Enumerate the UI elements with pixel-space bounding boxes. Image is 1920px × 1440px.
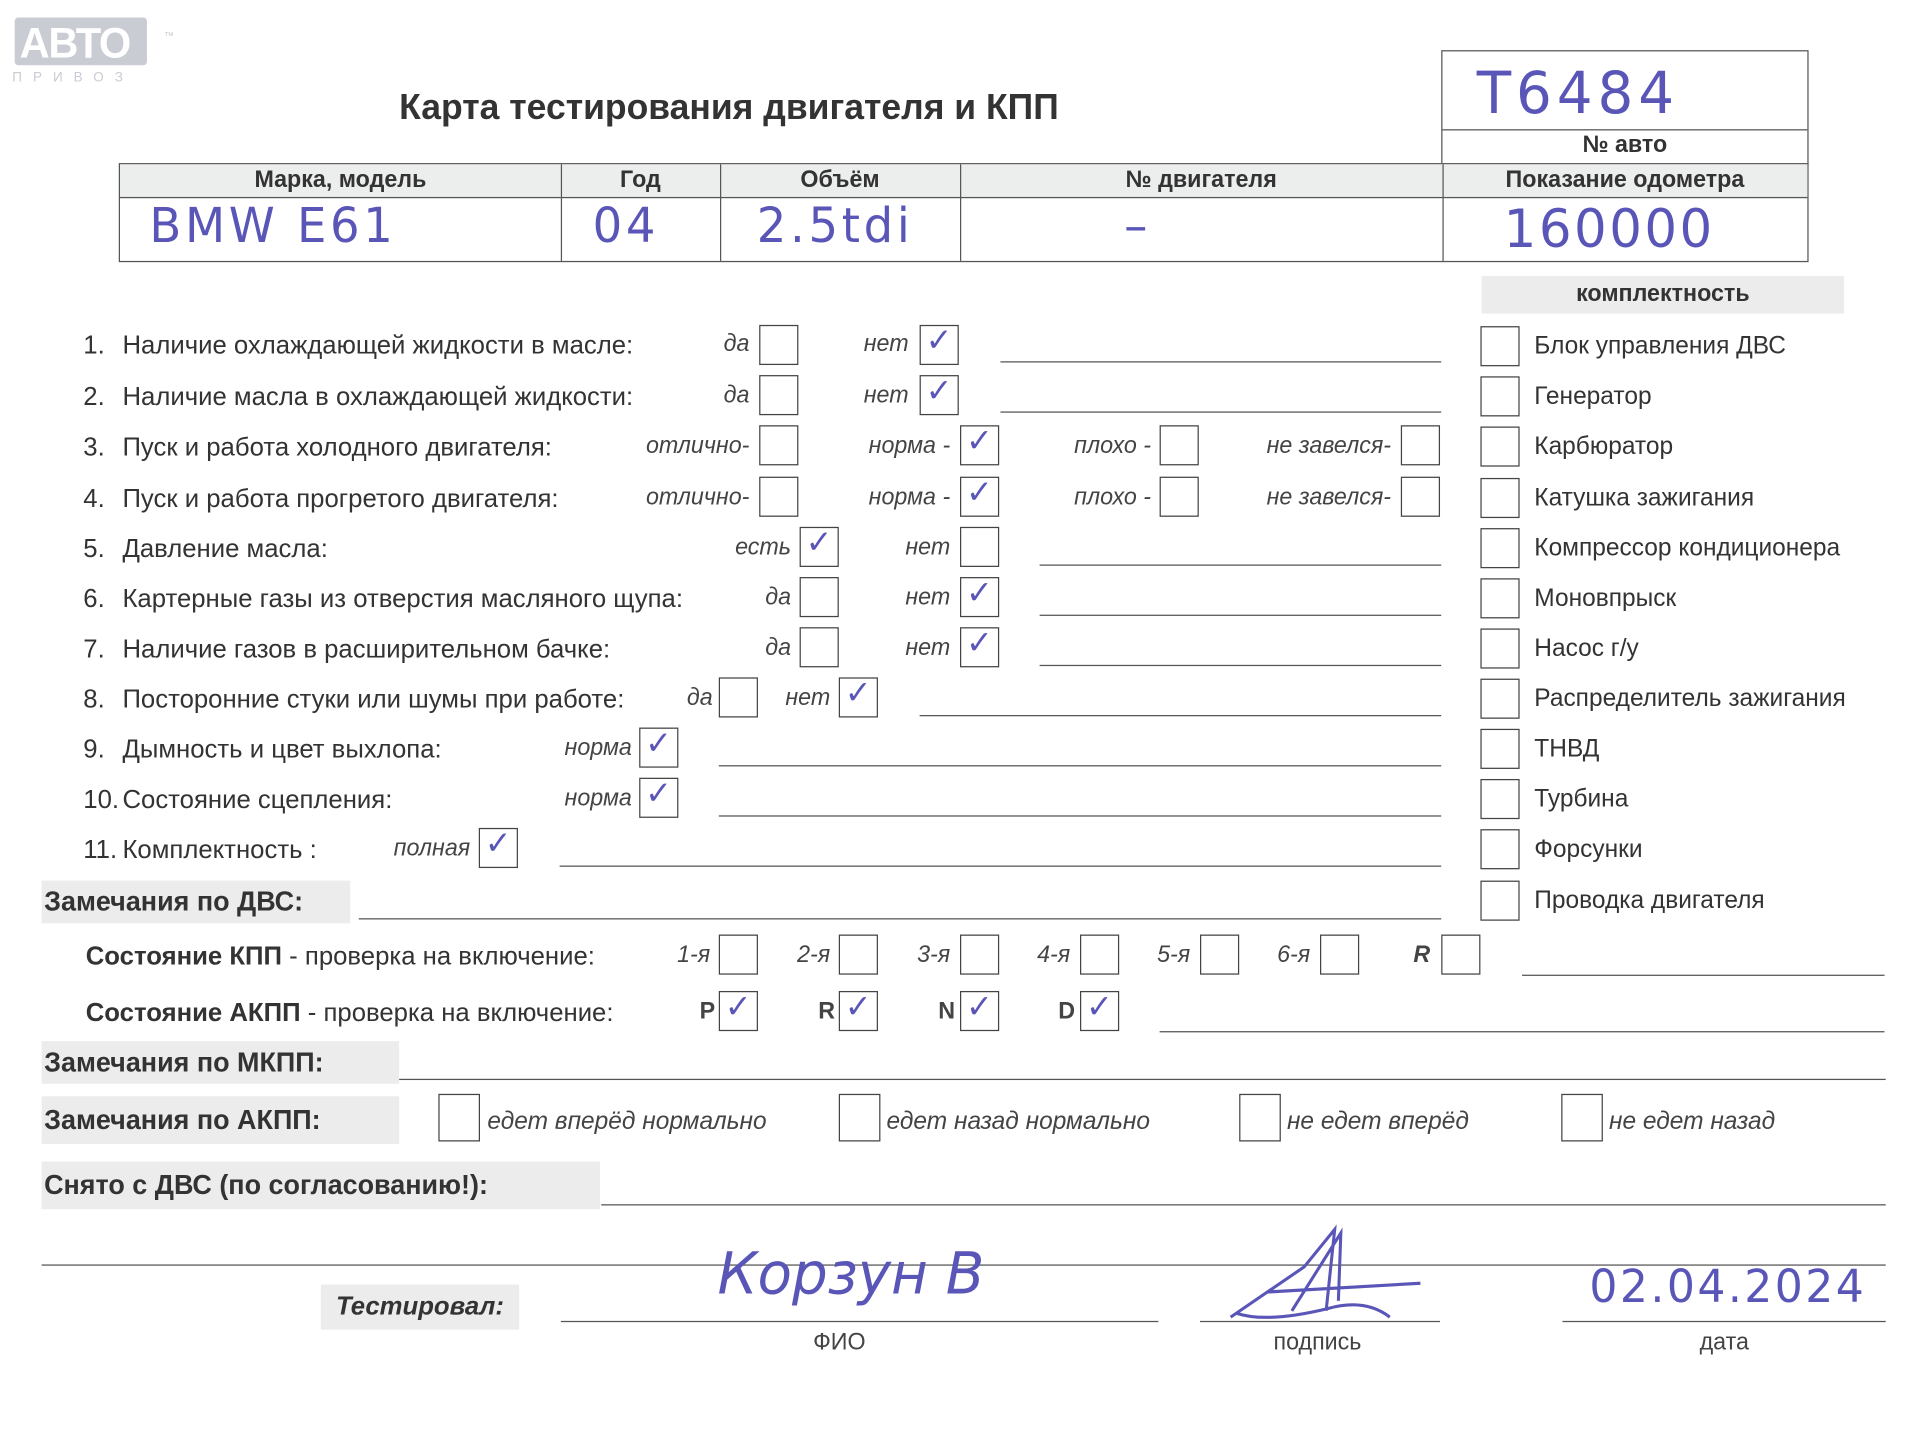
kit-checkbox[interactable]: [1480, 829, 1519, 869]
remarks-akpp-label: Замечания по АКПП:: [42, 1096, 400, 1144]
option-label: норма: [564, 735, 632, 762]
remarks-dvs-label: Замечания по ДВС:: [42, 881, 351, 924]
value-odometer: 160000: [1503, 198, 1715, 260]
check-row-7: 7. Наличие газов в расширительном бачке:: [83, 634, 611, 664]
option-label: есть: [735, 534, 792, 561]
kit-item: Карбюратор: [1534, 432, 1674, 461]
check-row-6: 6. Картерные газы из отверстия масляного щупа:: [83, 584, 683, 614]
option-label: нет: [863, 331, 909, 358]
gear-checkbox-3[interactable]: [960, 935, 999, 975]
check-row-4: 4. Пуск и работа прогретого двигателя:: [83, 484, 559, 514]
auto-number-value: T6484: [1476, 58, 1679, 127]
checkbox-r10-normal[interactable]: ✓: [639, 778, 678, 818]
kit-checkbox[interactable]: [1480, 478, 1519, 518]
checkbox-r1-no[interactable]: ✓: [920, 325, 959, 365]
checkbox-r7-no[interactable]: ✓: [960, 627, 999, 667]
tester-name: Корзун В: [717, 1239, 985, 1308]
kit-checkbox[interactable]: [1480, 679, 1519, 719]
gear-checkbox-6[interactable]: [1320, 935, 1359, 975]
option-label: полная: [393, 835, 471, 862]
test-date: 02.04.2024: [1589, 1261, 1867, 1314]
check-row-10: 10. Состояние сцепления:: [83, 785, 393, 815]
kit-checkbox[interactable]: [1480, 578, 1519, 618]
remarks-mkpp-line[interactable]: [399, 1079, 1886, 1080]
check-row-5: 5. Давление масла:: [83, 534, 328, 564]
option-label: да: [765, 584, 792, 611]
option-label: не завелся-: [1266, 484, 1392, 511]
option-label: нет: [905, 534, 951, 561]
name-caption: ФИО: [813, 1329, 866, 1357]
gear-checkbox-2[interactable]: [839, 935, 878, 975]
checkbox-r8-yes[interactable]: [719, 677, 758, 717]
gear-checkbox-4[interactable]: [1080, 935, 1119, 975]
col-header-model: Марка, модель: [120, 164, 561, 198]
akpp-option-checkbox[interactable]: [1561, 1094, 1603, 1142]
checkbox-r7-yes[interactable]: [800, 627, 839, 667]
auto-number-label: № авто: [1582, 131, 1668, 159]
kit-title: комплектность: [1482, 276, 1844, 314]
col-header-engine-number: № двигателя: [960, 164, 1442, 198]
signature-line[interactable]: [1200, 1321, 1440, 1322]
mode-checkbox-p[interactable]: ✓: [719, 991, 758, 1031]
date-line[interactable]: [1562, 1321, 1885, 1322]
checkbox-r1-yes[interactable]: [759, 325, 798, 365]
signature-caption: подпись: [1273, 1329, 1362, 1357]
vehicle-info-table: [119, 163, 1809, 262]
check-row-11: 11. Комплектность :: [83, 835, 317, 865]
akpp-option-label: не едет назад: [1608, 1107, 1776, 1136]
checkbox-r2-no[interactable]: ✓: [920, 375, 959, 415]
col-header-odometer: Показание одометра: [1442, 164, 1807, 198]
mode-checkbox-n[interactable]: ✓: [960, 991, 999, 1031]
gear-label: 4-я: [1037, 942, 1071, 969]
kit-checkbox[interactable]: [1480, 326, 1519, 366]
option-label: норма -: [868, 432, 951, 460]
kit-item: Насос г/у: [1534, 634, 1639, 663]
kit-item: Блок управления ДВС: [1534, 332, 1786, 361]
auto-number-box: [1441, 50, 1808, 165]
kit-item: Форсунки: [1534, 835, 1643, 864]
option-label: плохо -: [1074, 432, 1152, 460]
mode-label: D: [1058, 998, 1076, 1025]
kit-checkbox[interactable]: [1480, 628, 1519, 668]
mode-label: P: [699, 998, 716, 1025]
mode-checkbox-d[interactable]: ✓: [1080, 991, 1119, 1031]
col-header-volume: Объём: [720, 164, 960, 198]
value-engine-number: –: [1124, 198, 1148, 254]
checkbox-r3-excellent[interactable]: [759, 425, 798, 465]
kit-checkbox[interactable]: [1480, 729, 1519, 769]
checkbox-r6-no[interactable]: ✓: [960, 577, 999, 617]
kit-item: Турбина: [1534, 785, 1629, 813]
kit-item: Проводка двигателя: [1534, 886, 1765, 915]
name-line[interactable]: [561, 1321, 1159, 1322]
checkbox-r5-no[interactable]: [960, 527, 999, 567]
kit-checkbox[interactable]: [1480, 376, 1519, 416]
option-label: норма: [564, 785, 632, 812]
akpp-option-checkbox[interactable]: [839, 1094, 881, 1142]
kit-item: Компрессор кондиционера: [1534, 534, 1841, 562]
akpp-option-label: не едет вперёд: [1286, 1107, 1469, 1136]
akpp-option-label: едет назад нормально: [886, 1107, 1150, 1136]
option-label: плохо -: [1074, 484, 1152, 511]
akpp-option-checkbox[interactable]: [1239, 1094, 1281, 1142]
option-label: нет: [863, 382, 909, 409]
option-label: отлично-: [645, 484, 750, 511]
checkbox-r4-not-started[interactable]: [1401, 477, 1440, 517]
gear-label: 6-я: [1277, 942, 1311, 969]
avtoprivoz-logo: АВТО ™: [15, 18, 150, 68]
check-row-2: 2. Наличие масла в охлаждающей жидкости:: [83, 382, 634, 412]
gear-checkbox-r[interactable]: [1441, 935, 1480, 975]
date-caption: дата: [1699, 1329, 1749, 1357]
option-label: нет: [785, 684, 831, 712]
col-header-year: Год: [561, 164, 720, 198]
check-row-8: 8. Посторонние стуки или шумы при работе:: [83, 684, 625, 714]
mode-label: R: [818, 998, 836, 1025]
option-label: да: [765, 634, 792, 662]
option-label: норма -: [868, 484, 951, 511]
kpp-label: Состояние КПП - проверка на включение:: [85, 942, 595, 971]
checkbox-r8-no[interactable]: ✓: [839, 677, 878, 717]
tested-label: Тестировал:: [321, 1285, 519, 1330]
gear-label: 3-я: [917, 942, 951, 969]
remarks-dvs-line[interactable]: [359, 918, 1441, 919]
checkbox-r3-normal[interactable]: ✓: [960, 425, 999, 465]
option-label: нет: [905, 634, 951, 662]
kit-item: Генератор: [1534, 382, 1652, 411]
kit-checkbox[interactable]: [1480, 881, 1519, 921]
checkbox-r6-yes[interactable]: [800, 577, 839, 617]
remarks-mkpp-label: Замечания по МКПП:: [42, 1041, 400, 1084]
check-row-1: 1. Наличие охлаждающей жидкости в масле:: [83, 331, 634, 361]
kit-item: Распределитель зажигания: [1534, 684, 1846, 713]
signature-image: [1218, 1223, 1438, 1336]
option-label: отлично-: [645, 432, 750, 460]
gear-label: 5-я: [1157, 942, 1191, 969]
value-volume: 2.5tdi: [756, 198, 914, 254]
checkbox-r2-yes[interactable]: [759, 375, 798, 415]
kit-item: ТНВД: [1534, 735, 1600, 763]
option-label: не завелся-: [1266, 432, 1392, 460]
checkbox-r3-not-started[interactable]: [1401, 425, 1440, 465]
gear-label: R: [1413, 942, 1431, 969]
option-label: да: [723, 331, 750, 358]
kit-checkbox[interactable]: [1480, 426, 1519, 466]
akpp-option-label: едет вперёд нормально: [487, 1107, 767, 1136]
gear-checkbox-5[interactable]: [1200, 935, 1239, 975]
logo-subtitle: ПРИВОЗ: [12, 70, 134, 86]
kit-item: Катушка зажигания: [1534, 484, 1755, 512]
kit-checkbox[interactable]: [1480, 779, 1519, 819]
gear-label: 1-я: [677, 942, 711, 969]
kit-checkbox[interactable]: [1480, 528, 1519, 568]
option-label: да: [723, 382, 750, 409]
checkbox-r11-complete[interactable]: ✓: [479, 828, 518, 868]
option-label: нет: [905, 584, 951, 611]
gear-checkbox-1[interactable]: [719, 935, 758, 975]
mode-checkbox-r[interactable]: ✓: [839, 991, 878, 1031]
option-label: да: [686, 684, 713, 712]
mode-label: N: [938, 998, 956, 1025]
check-row-3: 3. Пуск и работа холодного двигателя:: [83, 432, 552, 462]
checkbox-r4-excellent[interactable]: [759, 477, 798, 517]
checkbox-r5-yes[interactable]: ✓: [800, 527, 839, 567]
removed-line[interactable]: [601, 1204, 1886, 1205]
value-model: BMW E61: [149, 198, 397, 254]
value-year: 04: [592, 198, 660, 254]
checkbox-r4-bad[interactable]: [1160, 477, 1199, 517]
akpp-label: Состояние АКПП - проверка на включение:: [85, 998, 614, 1028]
removed-label: Снято с ДВС (по согласованию!):: [42, 1162, 600, 1210]
checkbox-r9-normal[interactable]: ✓: [639, 728, 678, 768]
akpp-option-checkbox[interactable]: [438, 1094, 480, 1142]
gear-label: 2-я: [797, 942, 831, 969]
check-row-9: 9. Дымность и цвет выхлопа:: [83, 735, 442, 764]
kit-item: Моновпрыск: [1534, 584, 1677, 613]
checkbox-r4-normal[interactable]: ✓: [960, 477, 999, 517]
page-title: Карта тестирования двигателя и КПП: [399, 87, 1059, 128]
checkbox-r3-bad[interactable]: [1160, 425, 1199, 465]
